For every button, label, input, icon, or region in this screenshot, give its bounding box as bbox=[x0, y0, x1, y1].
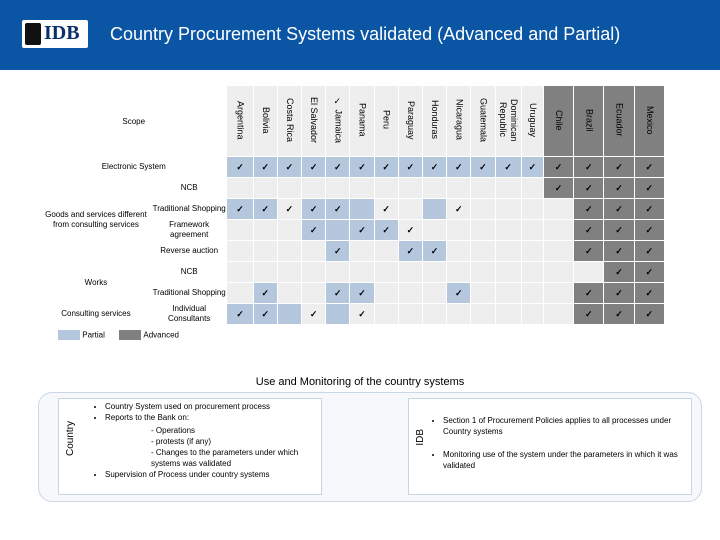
check-icon: ✓ bbox=[285, 203, 294, 214]
country-column-header bbox=[471, 86, 495, 157]
country-box bbox=[58, 398, 322, 495]
check-icon: ✓ bbox=[454, 203, 463, 214]
country-column-header bbox=[398, 86, 422, 157]
grid-cell bbox=[253, 262, 277, 283]
check-icon: ✓ bbox=[334, 245, 342, 256]
grid-cell bbox=[277, 199, 301, 220]
report-subitem-text: protests (if any) bbox=[155, 437, 212, 446]
individual-consultants-label: Individual Consultants bbox=[151, 304, 227, 325]
consulting-services-label: Consulting services bbox=[41, 304, 152, 325]
check-icon: ✓ bbox=[645, 287, 654, 298]
country-column-header bbox=[374, 86, 398, 157]
grid-cell bbox=[447, 157, 471, 178]
grid-cell bbox=[447, 304, 471, 325]
grid-cell bbox=[227, 283, 253, 304]
country-side-label: Country bbox=[65, 421, 76, 457]
check-icon: ✓ bbox=[358, 308, 366, 319]
grid-cell bbox=[495, 241, 521, 262]
grid-cell bbox=[374, 220, 398, 241]
check-icon: ✓ bbox=[585, 182, 593, 193]
grid-cell bbox=[495, 199, 521, 220]
grid-cell bbox=[277, 220, 301, 241]
grid-cell bbox=[422, 241, 446, 262]
grid-cell bbox=[277, 241, 301, 262]
grid-cell bbox=[471, 178, 495, 199]
grid-cell bbox=[227, 157, 253, 178]
grid-cell bbox=[447, 178, 471, 199]
idb-item: • Monitoring use of the system under the parameters in which it was validated bbox=[443, 449, 691, 471]
grid-cell bbox=[398, 262, 422, 283]
check-icon: ✓ bbox=[430, 245, 439, 256]
country-column-header bbox=[604, 86, 634, 157]
legend-partial-swatch bbox=[58, 330, 80, 340]
country-item bbox=[105, 412, 321, 469]
legend-partial-label: Partial bbox=[82, 330, 105, 340]
scope-header: Scope bbox=[41, 86, 227, 157]
grid-cell bbox=[543, 199, 573, 220]
grid-cell bbox=[253, 283, 277, 304]
check-icon: ✓ bbox=[615, 287, 623, 298]
grid-cell bbox=[543, 262, 573, 283]
grid-cell bbox=[604, 283, 634, 304]
row-works-ncb bbox=[41, 262, 665, 283]
check-icon: ✓ bbox=[406, 161, 415, 172]
grid-cell bbox=[350, 283, 374, 304]
check-icon: ✓ bbox=[261, 287, 270, 298]
country-column-header bbox=[422, 86, 446, 157]
row-consulting-individual bbox=[41, 304, 665, 325]
grid-cell bbox=[374, 262, 398, 283]
check-icon: ✓ bbox=[585, 224, 593, 235]
grid-cell bbox=[543, 157, 573, 178]
legend-advanced-swatch bbox=[119, 330, 141, 340]
idb-side-label: IDB bbox=[415, 429, 426, 446]
grid-cell bbox=[326, 262, 350, 283]
check-icon: ✓ bbox=[615, 266, 623, 277]
grid-cell bbox=[326, 283, 350, 304]
check-icon: ✓ bbox=[406, 224, 415, 235]
grid-cell bbox=[574, 283, 604, 304]
country-name: Dominican Republic bbox=[498, 98, 520, 142]
idb-box bbox=[408, 398, 692, 495]
grid-cell bbox=[302, 178, 326, 199]
grid-cell bbox=[398, 241, 422, 262]
grid-cell bbox=[422, 262, 446, 283]
check-icon: ✓ bbox=[615, 161, 623, 172]
check-icon: ✓ bbox=[585, 287, 593, 298]
grid-cell bbox=[326, 157, 350, 178]
country-column-header bbox=[574, 86, 604, 157]
check-icon: ✓ bbox=[645, 224, 654, 235]
grid-cell bbox=[495, 304, 521, 325]
grid-cell bbox=[227, 304, 253, 325]
check-icon: ✓ bbox=[615, 245, 623, 256]
grid-cell bbox=[326, 304, 350, 325]
check-icon: ✓ bbox=[309, 224, 318, 235]
grid-cell bbox=[277, 304, 301, 325]
idb-list bbox=[409, 415, 691, 471]
country-name: Panama bbox=[357, 103, 368, 137]
monitoring-title: Use and Monitoring of the country systems bbox=[255, 376, 465, 388]
country-name: Chile bbox=[554, 109, 565, 131]
check-icon: ✓ bbox=[615, 182, 623, 193]
grid-cell bbox=[574, 199, 604, 220]
country-name: Paraguay bbox=[405, 100, 416, 140]
check-icon: ✓ bbox=[479, 161, 487, 172]
check-icon: ✓ bbox=[585, 203, 593, 214]
check-icon: ✓ bbox=[585, 161, 593, 172]
grid-cell bbox=[253, 220, 277, 241]
check-icon: ✓ bbox=[554, 182, 563, 193]
check-icon: ✓ bbox=[645, 161, 654, 172]
grid-cell bbox=[495, 220, 521, 241]
reverse-auction-label: Reverse auction bbox=[151, 241, 227, 262]
grid-cell bbox=[422, 304, 446, 325]
grid-cell bbox=[302, 241, 326, 262]
page-title: Country Procurement Systems validated (Advanced and Partial) bbox=[110, 24, 621, 44]
country-column-header bbox=[326, 86, 350, 157]
check-icon: ✓ bbox=[615, 224, 623, 235]
report-subitem: - protests (if any) bbox=[151, 437, 212, 446]
grid-cell bbox=[521, 220, 543, 241]
grid-cell bbox=[604, 199, 634, 220]
grid-cell bbox=[350, 304, 374, 325]
check-icon: ✓ bbox=[615, 308, 623, 319]
grid-cell bbox=[574, 220, 604, 241]
check-icon: ✓ bbox=[236, 203, 244, 214]
grid-cell bbox=[471, 304, 495, 325]
grid-cell bbox=[543, 220, 573, 241]
grid-cell bbox=[471, 199, 495, 220]
check-icon: ✓ bbox=[645, 308, 654, 319]
idb-item: • Section 1 of Procurement Policies applies to all processes under Country systems bbox=[443, 415, 691, 437]
check-icon: ✓ bbox=[236, 161, 244, 172]
grid-cell bbox=[374, 157, 398, 178]
check-icon: ✓ bbox=[334, 203, 342, 214]
country-column-header bbox=[447, 86, 471, 157]
grid-cell bbox=[447, 283, 471, 304]
country-name: Mexico bbox=[644, 105, 655, 135]
grid-cell bbox=[574, 178, 604, 199]
check-icon: ✓ bbox=[504, 161, 512, 172]
check-icon: ✓ bbox=[382, 203, 390, 214]
grid-cell bbox=[422, 157, 446, 178]
check-icon: ✓ bbox=[554, 161, 563, 172]
grid-cell bbox=[302, 283, 326, 304]
row-electronic-system bbox=[41, 157, 665, 178]
country-item: • Supervision of Process under country systems bbox=[105, 469, 321, 480]
grid-cell bbox=[604, 178, 634, 199]
check-icon: ✓ bbox=[645, 245, 654, 256]
report-subitem: - Changes to the parameters under which systems was validated bbox=[151, 448, 299, 468]
grid-cell bbox=[374, 241, 398, 262]
country-name: Peru bbox=[381, 110, 392, 130]
grid-cell bbox=[604, 262, 634, 283]
country-column-header bbox=[495, 86, 521, 157]
grid-cell bbox=[326, 241, 350, 262]
grid-cell bbox=[374, 199, 398, 220]
grid-cell bbox=[253, 241, 277, 262]
grid-cell bbox=[277, 262, 301, 283]
country-column-header bbox=[253, 86, 277, 157]
grid-cell bbox=[543, 283, 573, 304]
grid-cell bbox=[302, 262, 326, 283]
country-name: Honduras bbox=[430, 100, 441, 140]
grid-cell bbox=[374, 304, 398, 325]
grid-cell bbox=[634, 262, 664, 283]
check-icon: ✓ bbox=[406, 245, 415, 256]
grid-cell bbox=[422, 178, 446, 199]
country-column-header bbox=[634, 86, 664, 157]
report-subitem-text: Operations bbox=[155, 426, 196, 435]
check-icon: ✓ bbox=[309, 161, 318, 172]
country-name: Brazil bbox=[584, 108, 595, 132]
grid-cell bbox=[471, 283, 495, 304]
grid-cell bbox=[227, 262, 253, 283]
report-sublist bbox=[105, 425, 321, 469]
grid-cell bbox=[574, 262, 604, 283]
grid-cell bbox=[350, 220, 374, 241]
electronic-system-label: Electronic System bbox=[41, 157, 227, 178]
framework-agreement-label: Framework agreement bbox=[151, 220, 227, 241]
ncb-label: NCB bbox=[151, 178, 227, 199]
grid-cell bbox=[574, 241, 604, 262]
grid-cell bbox=[543, 304, 573, 325]
works-ncb-label: NCB bbox=[151, 262, 227, 283]
grid-cell bbox=[227, 199, 253, 220]
logo-text: IDB bbox=[44, 22, 80, 44]
grid-cell bbox=[447, 220, 471, 241]
grid-cell bbox=[521, 157, 543, 178]
check-icon: ✓ bbox=[261, 203, 270, 214]
country-name: Nicaragua bbox=[454, 99, 465, 141]
grid-cell bbox=[422, 199, 446, 220]
country-name: Costa Rica bbox=[284, 97, 295, 142]
check-icon: ✓ bbox=[528, 161, 537, 172]
grid-cell bbox=[604, 241, 634, 262]
country-list bbox=[59, 401, 321, 480]
country-column-header bbox=[227, 86, 253, 157]
grid-cell bbox=[350, 178, 374, 199]
grid-cell bbox=[277, 283, 301, 304]
goods-services-label: Goods and services different from consulting services bbox=[41, 178, 152, 262]
grid-cell bbox=[574, 157, 604, 178]
grid-cell bbox=[634, 220, 664, 241]
grid-cell bbox=[253, 304, 277, 325]
report-subitem-text: Changes to the parameters under which systems was validated bbox=[151, 448, 299, 468]
grid-cell bbox=[227, 178, 253, 199]
check-icon: ✓ bbox=[261, 161, 270, 172]
grid-cell bbox=[422, 283, 446, 304]
grid-cell bbox=[398, 178, 422, 199]
procurement-systems-table bbox=[40, 85, 665, 325]
check-icon: ✓ bbox=[585, 245, 593, 256]
grid-cell bbox=[447, 262, 471, 283]
check-icon: ✓ bbox=[358, 224, 366, 235]
check-icon: ✓ bbox=[382, 224, 390, 235]
country-name: ✓ Jamaica bbox=[333, 96, 344, 143]
grid-cell bbox=[277, 157, 301, 178]
grid-cell bbox=[471, 220, 495, 241]
country-header-row bbox=[41, 86, 665, 157]
check-icon: ✓ bbox=[454, 161, 463, 172]
grid-cell bbox=[634, 241, 664, 262]
idb-logo bbox=[22, 20, 88, 48]
grid-cell bbox=[350, 199, 374, 220]
grid-cell bbox=[521, 262, 543, 283]
check-icon: ✓ bbox=[236, 308, 244, 319]
country-column-header bbox=[302, 86, 326, 157]
check-icon: ✓ bbox=[430, 161, 439, 172]
grid-cell bbox=[471, 262, 495, 283]
legend-advanced-label: Advanced bbox=[143, 330, 179, 340]
grid-cell bbox=[521, 178, 543, 199]
grid-cell bbox=[604, 220, 634, 241]
traditional-shopping-label: Traditional Shopping bbox=[151, 199, 227, 220]
grid-cell bbox=[447, 241, 471, 262]
country-column-header bbox=[350, 86, 374, 157]
grid-cell bbox=[574, 304, 604, 325]
grid-cell bbox=[495, 283, 521, 304]
grid-cell bbox=[253, 199, 277, 220]
grid-cell bbox=[543, 241, 573, 262]
grid-cell bbox=[398, 220, 422, 241]
grid-cell bbox=[350, 262, 374, 283]
grid-cell bbox=[326, 220, 350, 241]
country-name: Bolivia bbox=[260, 106, 271, 134]
check-icon: ✓ bbox=[585, 308, 593, 319]
check-icon: ✓ bbox=[615, 203, 623, 214]
grid-cell bbox=[302, 157, 326, 178]
grid-cell bbox=[227, 241, 253, 262]
grid-cell bbox=[422, 220, 446, 241]
grid-cell bbox=[227, 220, 253, 241]
check-icon: ✓ bbox=[645, 266, 654, 277]
grid-cell bbox=[253, 178, 277, 199]
grid-cell bbox=[521, 199, 543, 220]
country-name: El Salvador bbox=[309, 96, 320, 144]
check-icon: ✓ bbox=[334, 161, 342, 172]
check-icon: ✓ bbox=[358, 161, 366, 172]
grid-cell bbox=[604, 304, 634, 325]
grid-cell bbox=[634, 157, 664, 178]
grid-cell bbox=[398, 283, 422, 304]
check-icon: ✓ bbox=[454, 287, 463, 298]
check-icon: ✓ bbox=[309, 308, 318, 319]
grid-cell bbox=[471, 241, 495, 262]
grid-cell bbox=[398, 157, 422, 178]
grid-cell bbox=[350, 157, 374, 178]
grid-cell bbox=[374, 283, 398, 304]
grid-cell bbox=[634, 178, 664, 199]
grid-cell bbox=[604, 157, 634, 178]
grid-cell bbox=[495, 157, 521, 178]
grid-cell bbox=[521, 283, 543, 304]
grid-cell bbox=[374, 178, 398, 199]
grid-cell bbox=[447, 199, 471, 220]
country-item-text: Reports to the Bank on: bbox=[105, 413, 190, 422]
check-icon: ✓ bbox=[382, 161, 390, 172]
grid-cell bbox=[471, 157, 495, 178]
grid-cell bbox=[634, 304, 664, 325]
grid-cell bbox=[495, 262, 521, 283]
grid-cell bbox=[326, 199, 350, 220]
grid-cell bbox=[521, 241, 543, 262]
grid-cell bbox=[543, 178, 573, 199]
works-label: Works bbox=[41, 262, 152, 304]
grid-cell bbox=[277, 178, 301, 199]
grid-cell bbox=[634, 283, 664, 304]
row-goods-ncb bbox=[41, 178, 665, 199]
grid-cell bbox=[302, 220, 326, 241]
title-bar bbox=[0, 0, 720, 70]
country-name: Argentina bbox=[235, 100, 246, 140]
grid-cell bbox=[326, 178, 350, 199]
country-column-header bbox=[277, 86, 301, 157]
check-icon: ✓ bbox=[334, 287, 342, 298]
grid-cell bbox=[398, 304, 422, 325]
grid-cell bbox=[302, 304, 326, 325]
check-icon: ✓ bbox=[645, 203, 654, 214]
report-subitem: - Operations bbox=[151, 426, 196, 435]
grid-cell bbox=[253, 157, 277, 178]
works-traditional-shopping-label: Traditional Shopping bbox=[151, 283, 227, 304]
legend bbox=[58, 330, 179, 340]
grid-cell bbox=[634, 199, 664, 220]
grid-cell bbox=[398, 199, 422, 220]
check-icon: ✓ bbox=[358, 287, 366, 298]
grid-cell bbox=[302, 199, 326, 220]
grid-cell bbox=[350, 241, 374, 262]
country-name: Ecuador bbox=[614, 103, 625, 137]
idb-emblem-icon bbox=[25, 23, 41, 45]
country-name: Guatemala bbox=[478, 97, 489, 143]
check-icon: ✓ bbox=[309, 203, 318, 214]
grid-cell bbox=[521, 304, 543, 325]
country-item: • Country System used on procurement process bbox=[105, 401, 321, 412]
check-icon: ✓ bbox=[285, 161, 294, 172]
country-name: Uruguay bbox=[527, 102, 538, 138]
country-column-header bbox=[521, 86, 543, 157]
country-column-header bbox=[543, 86, 573, 157]
check-icon: ✓ bbox=[261, 308, 270, 319]
grid-cell bbox=[495, 178, 521, 199]
check-icon: ✓ bbox=[645, 182, 654, 193]
